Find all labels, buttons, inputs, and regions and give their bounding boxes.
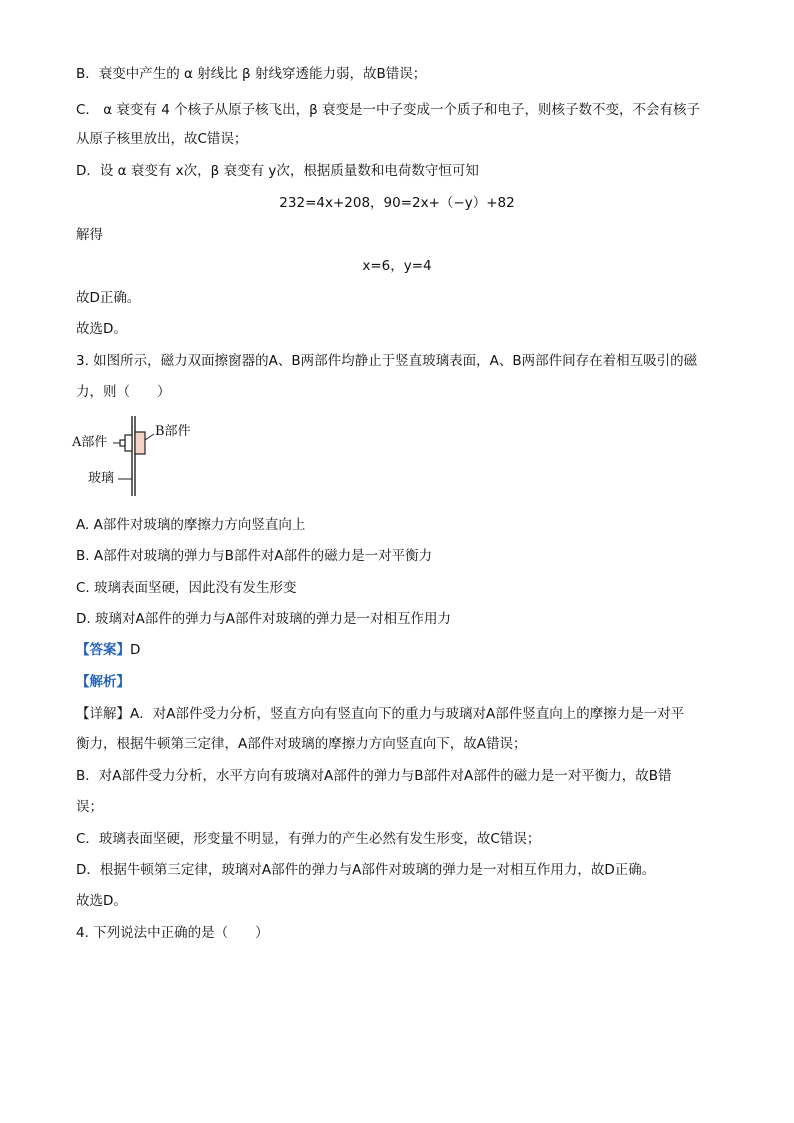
question-4: 4. 下列说法中正确的是（ ） (76, 925, 269, 941)
decay-equation: 232=4x+208，90=2x+（−y）+82 (279, 195, 515, 211)
question-3-line2: 力，则（ ） (76, 384, 171, 400)
detail-line1 (76, 704, 684, 724)
analysis-tag: 【解析】 (76, 674, 130, 690)
answer-row (76, 640, 140, 660)
choose-d-text-2: 故选D。 (76, 893, 127, 909)
part-b-body (135, 432, 145, 454)
option-d: D. 玻璃对A部件的弹力与A部件对玻璃的弹力是一对相互作用力 (76, 611, 451, 627)
d-correct-text: 故D正确。 (76, 290, 141, 306)
option-c-explanation-line1: C． α 衰变有 4 个核子从原子核飞出，β 衰变是一中子变成一个质子和电子，则核子数不变，不会有核子 (76, 102, 700, 118)
part-b-leader-line (145, 434, 154, 440)
label-part-a: A部件 (72, 435, 108, 450)
option-c: C. 玻璃表面坚硬，因此没有发生形变 (76, 580, 297, 596)
window-cleaner-figure (70, 410, 220, 500)
label-part-b: B部件 (155, 424, 191, 439)
option-c-explanation-line2: 从原子核里放出，故C错误； (76, 131, 248, 147)
option-a: A. A部件对玻璃的摩擦力方向竖直向上 (76, 517, 306, 533)
answer-value: D (130, 642, 141, 658)
detail-line5: C．玻璃表面坚硬，形变量不明显，有弹力的产生必然有发生形变，故C错误； (76, 831, 541, 847)
solve-label: 解得 (76, 227, 103, 243)
detail-text-1: A．对A部件受力分析，竖直方向有竖直向下的重力与玻璃对A部件竖直向上的摩擦力是一对平 (130, 706, 685, 722)
option-b-explanation: B．衰变中产生的 α 射线比 β 射线穿透能力弱，故B错误； (76, 66, 427, 82)
detail-line6: D．根据牛顿第三定律，玻璃对A部件的弹力与A部件对玻璃的弹力是一对相互作用力，故D正确。 (76, 862, 656, 878)
decay-solution: x=6，y=4 (362, 258, 432, 274)
part-a-body (125, 435, 132, 451)
question-3-line1: 3. 如图所示，磁力双面擦窗器的A、B两部件均静止于竖直玻璃表面，A、B两部件间存在着相互吸引的磁 (76, 353, 698, 369)
answer-tag: 【答案】 (76, 642, 130, 658)
detail-line2: 衡力，根据牛顿第三定律，A部件对玻璃的摩擦力方向竖直向下，故A错误； (76, 736, 527, 752)
choose-d-text-1: 故选D。 (76, 321, 127, 337)
detail-line4: 误； (76, 799, 103, 815)
label-glass: 玻璃 (88, 471, 115, 486)
part-a-handle (120, 440, 125, 446)
option-d-setup: D．设 α 衰变有 x次，β 衰变有 y次，根据质量数和电荷数守恒可知 (76, 163, 479, 179)
option-b: B. A部件对玻璃的弹力与B部件对A部件的磁力是一对平衡力 (76, 548, 433, 564)
detail-tag: 【详解】 (76, 706, 130, 722)
analysis-row (76, 672, 130, 692)
detail-line3: B．对A部件受力分析，水平方向有玻璃对A部件的弹力与B部件对A部件的磁力是一对平衡力，故B错 (76, 768, 672, 784)
